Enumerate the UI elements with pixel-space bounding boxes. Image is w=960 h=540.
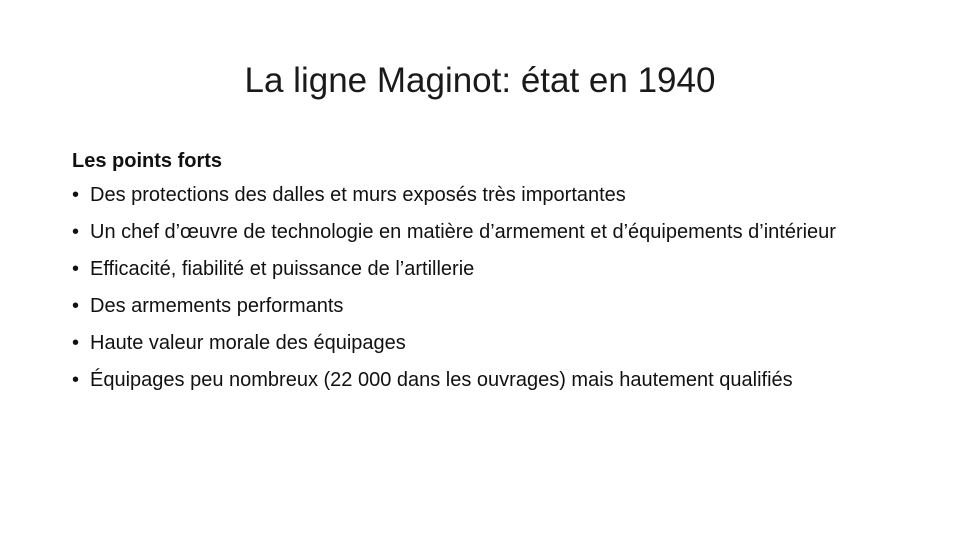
bullet-icon: • (72, 221, 80, 243)
list-item-text: Équipages peu nombreux (22 000 dans les ouvrages) mais hautement qualifiés (90, 369, 793, 391)
list-item-text: Haute valeur morale des équipages (90, 332, 406, 354)
bullet-icon: • (72, 369, 80, 391)
list-item (72, 367, 902, 393)
bullet-icon: • (72, 295, 80, 317)
list-item-text: Des protections des dalles et murs exposés très importantes (90, 184, 626, 206)
list-item-text: Un chef d’œuvre de technologie en matière d’armement et d’équipements d’intérieur (90, 221, 836, 243)
list-item (72, 219, 902, 245)
slide-content (72, 148, 902, 404)
section-heading: Les points forts (72, 150, 223, 172)
list-item-text: Efficacité, fiabilité et puissance de l’artillerie (90, 258, 475, 280)
list-item (72, 330, 902, 356)
list-item (72, 293, 902, 319)
list-item-text: Des armements performants (90, 295, 344, 317)
bullet-icon: • (72, 184, 80, 206)
slide-title: La ligne Maginot: état en 1940 (244, 61, 716, 100)
bullet-icon: • (72, 332, 80, 354)
bullet-icon: • (72, 258, 80, 280)
list-item (72, 256, 902, 282)
points-list (72, 182, 902, 393)
list-item (72, 182, 902, 208)
